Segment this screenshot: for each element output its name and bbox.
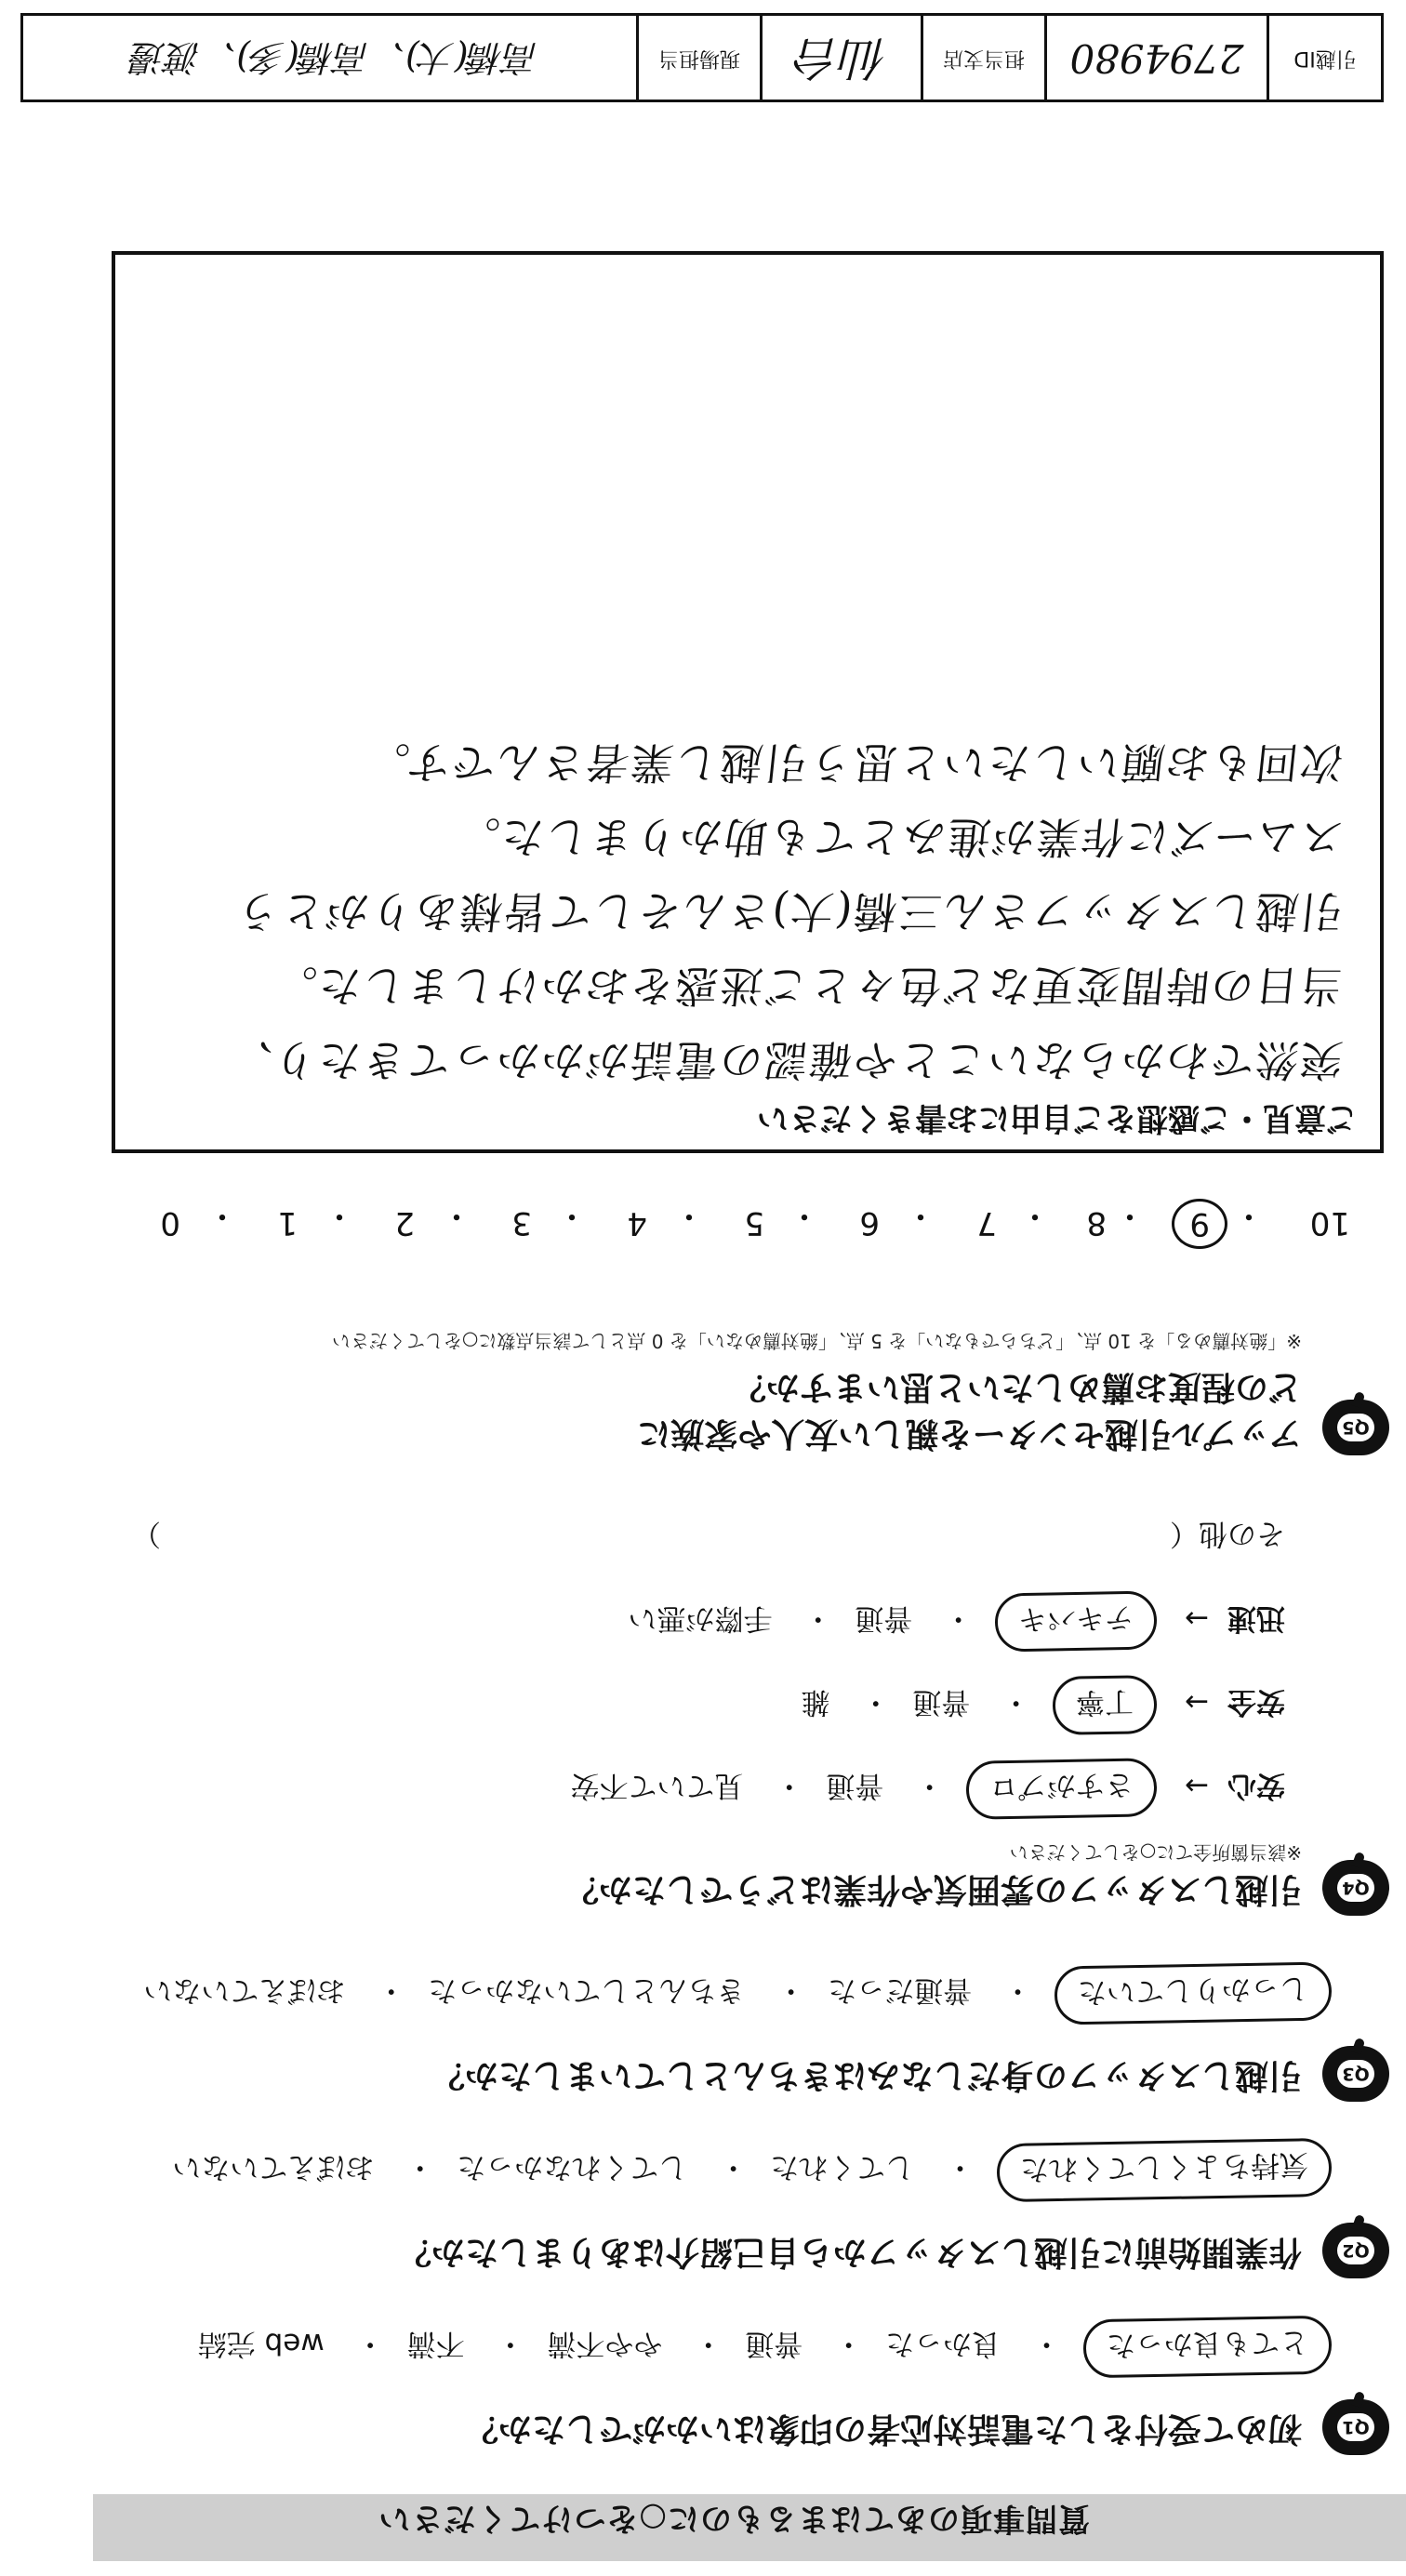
score-6[interactable]: 6 [859,1204,880,1242]
q2-badge: Q2 [1322,2223,1389,2278]
q1-option[interactable]: 良かった [885,2327,1001,2360]
score-4[interactable]: 4 [627,1204,647,1242]
score-1[interactable]: 1 [277,1204,298,1242]
q4-row-jinsoku: 迅速→ テキパキ・ 普通・ 手際が悪い [628,1592,1285,1651]
instruction-bar [93,2494,1406,2561]
q4-anzen-selected[interactable]: 丁寧 [1053,1675,1158,1735]
q3-option[interactable]: おぼえていない [143,1973,346,2007]
q5-text-line2: どの程度お薦めしたいと思いますか？ [732,1368,1302,1406]
staff-value: 高橋(大)、高橋(多)、渡邊 [130,37,539,78]
q1-options: とても良かった・ 良かった・ 普通・ やや不満・ 不満・ web 完結 [198,2317,1332,2376]
q4-jinsoku-option[interactable]: 普通 [855,1601,913,1635]
q4-anzen-option[interactable]: 普通 [912,1685,971,1719]
staff-label: 現場担当 [636,16,760,100]
q1-option[interactable]: 普通 [745,2327,803,2360]
q3-option-selected[interactable]: しっかりしていた [1054,1961,1332,2025]
q4-anshin-option[interactable]: 見ていて不安 [570,1769,744,1802]
q3-badge: Q3 [1322,2046,1389,2102]
score-10[interactable]: 10 [1309,1204,1350,1242]
q4-anshin-option[interactable]: 普通 [826,1769,884,1802]
q1-badge: Q1 [1322,2399,1389,2455]
score-5[interactable]: 5 [744,1204,764,1242]
score-3[interactable]: 3 [511,1204,532,1242]
q5-note: ※「絶対薦める」を 10 点、「どちらでもない」を 5 点、「絶対薦めない」を 0 点として該当点数に○をしてください [331,1330,1302,1352]
comment-line: 引越しスタッフさん三橋(大)さんそして皆様ありがとう [232,886,1346,936]
q2-text: 作業開始前に引越しスタッフから自己紹介はありましたか？ [397,2233,1302,2271]
id-value: 2794980 [1044,16,1267,100]
comment-title: ご意見・ご感想をご自由にお書きください [757,1099,1358,1136]
q2-option[interactable]: おぼえていない [172,2150,375,2184]
q5-score-scale: 10 ・ 9 ・ 8 ・ 7 ・ 6 ・ 5 ・ 4 ・ 3 ・ 2 ・ 1 ・ 0 [2,1186,1350,1242]
comment-line: 当日の時間変更など色々とご迷惑をおかけしました。 [269,961,1346,1011]
branch-value: 仙台 [760,16,921,100]
q4-text: 引越しスタッフの雰囲気や作業はどうでしたか？ [564,1870,1302,1908]
q2-options: 気持ちよくしてくれた・ してくれた・ してくれなかった・ おぼえていない [172,2141,1332,2199]
q4-row-anzen: 安全→ 丁寧・ 普通・ 雑 [801,1676,1285,1734]
q1-text: 初めて受付をした電話対応者の印象はいかがでしたか？ [464,2410,1302,2448]
id-label: 引越ID [1267,16,1381,100]
q3-text: 引越しスタッフの身だしなみはきちんとしていましたか？ [431,2056,1302,2094]
q4-anshin-selected[interactable]: さすがプロ [966,1758,1158,1820]
score-7[interactable]: 7 [976,1204,997,1242]
q4-jinsoku-option[interactable]: 手際が悪い [628,1601,773,1635]
q3-options: しっかりしていた・ 普通だった・ きちんとしていなかった・ おぼえていない [143,1964,1332,2023]
q5-text-line1: アップル引越センターを親しい友人や家族に [637,1414,1302,1453]
q4-note: ※該当箇所全てに○をしてください [1009,1841,1302,1864]
q4-badge: Q4 [1322,1860,1389,1916]
q2-option[interactable]: してくれた [770,2150,915,2184]
q2-option-selected[interactable]: 気持ちよくしてくれた [996,2138,1332,2202]
comment-line: スムーズに作業が進みとても助かりました。 [452,812,1346,862]
branch-label: 担当支店 [921,16,1044,100]
q3-option[interactable]: 普通だった [828,1973,973,2007]
score-9-selected[interactable]: 9 [1172,1199,1227,1249]
q1-option-selected[interactable]: とても良かった [1082,2316,1332,2379]
q5-badge: Q5 [1322,1400,1389,1455]
score-0[interactable]: 0 [160,1204,180,1242]
instruction-text: 質問事項のあてはまるものに○をつけてください [378,2500,1090,2537]
q4-row-anshin: 安心→ さすがプロ・ 普通・ 見ていて不安 [570,1759,1285,1818]
q4-jinsoku-selected[interactable]: テキパキ [995,1590,1158,1652]
q1-option[interactable]: やや不満 [547,2327,663,2360]
header-table [20,13,1384,102]
q2-option[interactable]: してくれなかった [457,2150,688,2184]
comment-line: 次回もお願いしたいと思う引越し業者さんです。 [362,737,1346,788]
q1-option[interactable]: web 完結 [197,2327,325,2360]
q4-anzen-option[interactable]: 雑 [801,1685,830,1719]
score-8[interactable]: 8 [1086,1204,1107,1242]
comment-box[interactable] [112,251,1384,1153]
q1-option[interactable]: 不満 [406,2327,465,2360]
q4-other: その他（ ） [132,1517,1285,1550]
score-2[interactable]: 2 [394,1204,415,1242]
comment-line: 突然でわからないことや確認の電話がかかってきたり、 [224,1035,1346,1085]
q3-option[interactable]: きちんとしていなかった [428,1973,746,2007]
